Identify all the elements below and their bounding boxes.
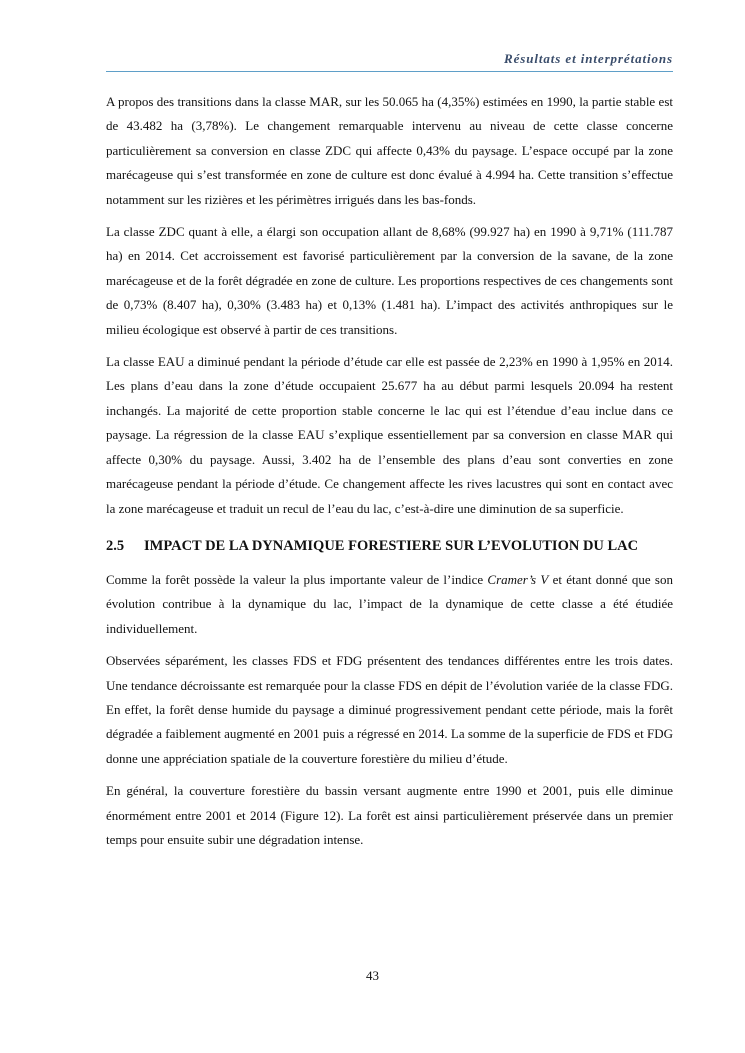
running-header: Résultats et interprétations <box>106 51 673 72</box>
section-number: 2.5 <box>106 537 125 554</box>
paragraph-forest-general: En général, la couverture forestière du bassin versant augmente entre 1990 et 2001, puis elle diminue énormément entre 2001 et 2014 (Figure 12). La forêt est ainsi particulièrement préservée dans un premier temps pour ensuite subir une dégradation intense. <box>106 783 673 847</box>
section-heading <box>106 534 673 558</box>
paragraph-fds-fdg: Observées séparément, les classes FDS et FDG présentent des tendances différentes entre les trois dates. Une tendance décroissante est remarquée pour la classe FDS en dépit de l’évolution variée de la classe FDG. En effet, la forêt dense humide du paysage a diminué progressivement pendant cette période, mais la forêt dégradée a faiblement augmenté en 2001 puis a régressé en 2014. La somme de la superficie de FDS et FDG donne une appréciation spatiale de la couverture forestière du milieu d’étude. <box>106 653 673 766</box>
paragraph-forest-intro <box>106 568 673 641</box>
forest-intro-text-2: et étant donné que son évolution contribue à la dynamique du lac, l’impact de la dynamique de cette classe a été étudiée individuellement. <box>106 571 673 636</box>
cramers-v-term: Cramer’s V <box>487 571 549 587</box>
forest-intro-text-1: Comme la forêt possède la valeur la plus importante valeur de l’indice <box>106 571 488 587</box>
page-body <box>106 90 673 852</box>
page-number: 43 <box>366 968 379 983</box>
section-title: IMPACT DE LA DYNAMIQUE FORESTIERE SUR L’EVOLUTION DU LAC <box>144 537 639 554</box>
paragraph-zdc-class: La classe ZDC quant à elle, a élargi son occupation allant de 8,68% (99.927 ha) en 1990 à 9,71% (111.787 ha) en 2014. Cet accroissement est favorisé particulièrement par la conversion de la savane, de la zone marécageuse et de la forêt dégradée en zone de culture. Les proportions respectives de ces changements sont de 0,73% (8.407 ha), 0,30% (3.483 ha) et 0,13% (1.481 ha). L’impact des activités anthropiques sur le milieu écologique est observé à partir de ces transitions. <box>106 224 673 337</box>
paragraph-mar-transitions: A propos des transitions dans la classe MAR, sur les 50.065 ha (4,35%) estimées en 1990, la partie stable est de 43.482 ha (3,78%). Le changement remarquable intervenu au niveau de cette classe concerne particulièrement sa conversion en classe ZDC qui affecte 0,43% du paysage. L’espace occupé par la zone marécageuse qui s’est transformée en zone de culture est donc évalué à 4.994 ha. Cette transition s’effectue notamment sur les rizières et les périmètres irrigués dans les bas-fonds. <box>106 94 673 207</box>
paragraph-eau-class: La classe EAU a diminué pendant la période d’étude car elle est passée de 2,23% en 1990 à 1,95% en 2014. Les plans d’eau dans la zone d’étude occupaient 25.677 ha au début parmi lesquels 20.094 ha restent inchangés. La majorité de cette proportion stable concerne le lac qui est l’étendue d’eau inclue dans ce paysage. La régression de la classe EAU s’explique essentiellement par sa conversion en classe MAR qui affecte 0,30% du paysage. Aussi, 3.402 ha de l’ensemble des plans d’eau sont converties en zone marécageuse pendant la période d’étude. Ce changement affecte les rives lacustres qui sont en contact avec la zone marécageuse et traduit un recul de l’eau du lac, c’est-à-dire une diminution de sa superficie. <box>106 354 673 516</box>
